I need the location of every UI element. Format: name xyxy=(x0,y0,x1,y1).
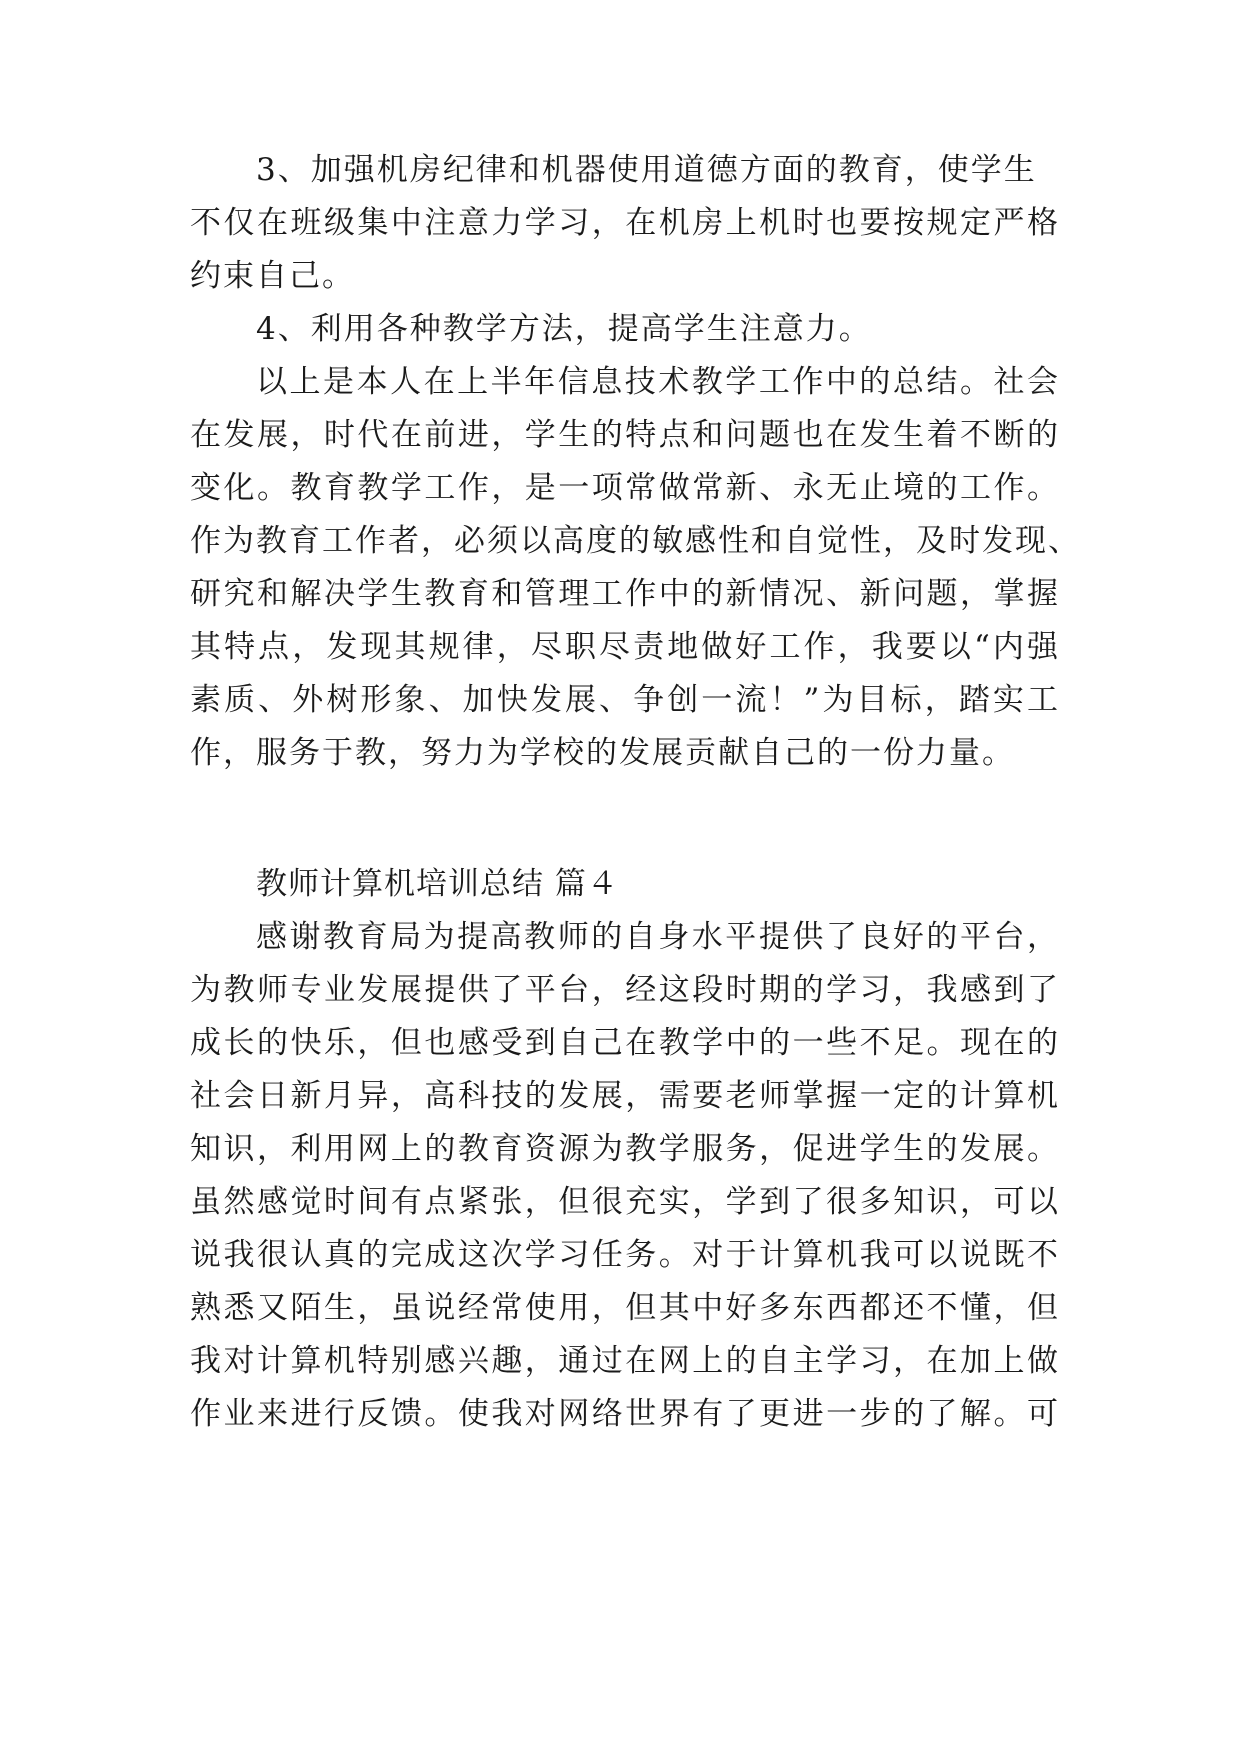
paragraph-line: 为教师专业发展提供了平台，经这段时期的学习，我感到了 xyxy=(190,972,1060,1008)
paragraph-line: 感谢教育局为提高教师的自身水平提供了良好的平台， xyxy=(256,919,1060,955)
paragraph-line: 不仅在班级集中注意力学习，在机房上机时也要按规定严格 xyxy=(190,205,1060,241)
paragraph-line: 素质、外树形象、加快发展、争创一流！”为目标，踏实工 xyxy=(190,682,1060,718)
section-title: 教师计算机培训总结 篇４ xyxy=(256,866,619,902)
paragraph-line: 其特点，发现其规律，尽职尽责地做好工作，我要以“内强 xyxy=(190,629,1060,665)
paragraph-line: 约束自己。 xyxy=(190,258,355,294)
paragraph-line: 知识，利用网上的教育资源为教学服务，促进学生的发展。 xyxy=(190,1131,1060,1167)
paragraph-line: 变化。教育教学工作，是一项常做常新、永无止境的工作。 xyxy=(190,470,1060,506)
paragraph-line: 作为教育工作者，必须以高度的敏感性和自觉性，及时发现、 xyxy=(190,523,1081,559)
paragraph-line: 社会日新月异，高科技的发展，需要老师掌握一定的计算机 xyxy=(190,1078,1060,1114)
paragraph-line: 作业来进行反馈。使我对网络世界有了更进一步的了解。可 xyxy=(190,1396,1060,1432)
paragraph-line: 在发展，时代在前进，学生的特点和问题也在发生着不断的 xyxy=(190,417,1060,453)
paragraph-line: 说我很认真的完成这次学习任务。对于计算机我可以说既不 xyxy=(190,1237,1060,1273)
paragraph-line: 以上是本人在上半年信息技术教学工作中的总结。社会 xyxy=(256,364,1060,400)
paragraph-line: 成长的快乐，但也感受到自己在教学中的一些不足。现在的 xyxy=(190,1025,1060,1061)
paragraph-line: 虽然感觉时间有点紧张，但很充实，学到了很多知识，可以 xyxy=(190,1184,1060,1220)
paragraph-line: 作，服务于教，努力为学校的发展贡献自己的一份力量。 xyxy=(190,735,1015,771)
paragraph-line: 研究和解决学生教育和管理工作中的新情况、新问题，掌握 xyxy=(190,576,1060,612)
paragraph-line: 3、加强机房纪律和机器使用道德方面的教育，使学生 xyxy=(256,152,1037,188)
paragraph-line: 4、利用各种教学方法，提高学生注意力。 xyxy=(256,311,872,347)
paragraph-line: 我对计算机特别感兴趣，通过在网上的自主学习，在加上做 xyxy=(190,1343,1060,1379)
paragraph-line: 熟悉又陌生，虽说经常使用，但其中好多东西都还不懂，但 xyxy=(190,1290,1060,1326)
